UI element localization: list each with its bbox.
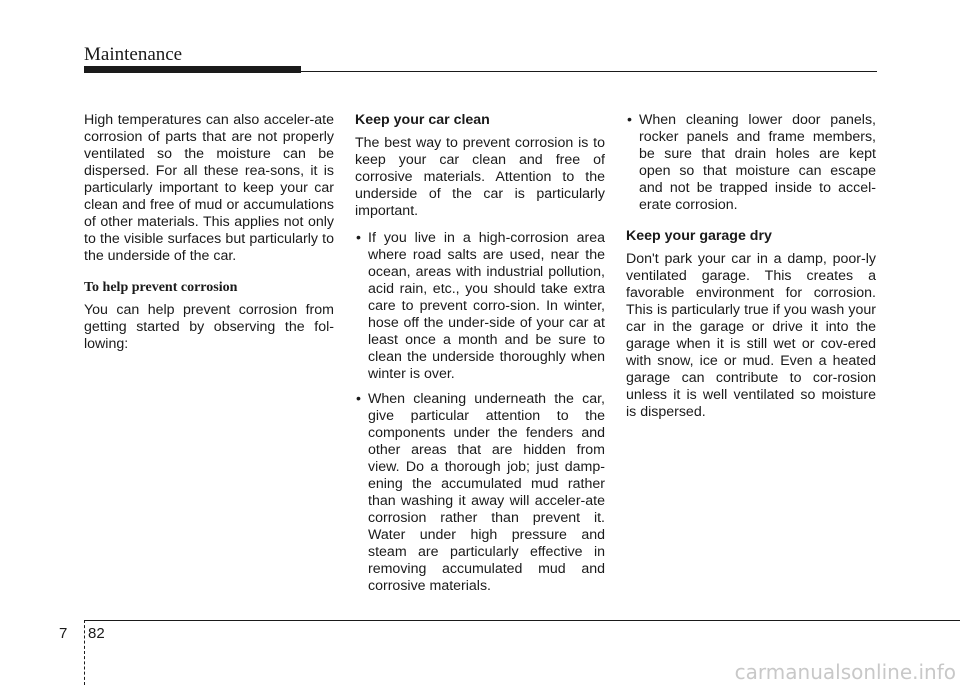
column-2 <box>355 112 605 607</box>
bullet-list <box>355 230 605 595</box>
paragraph: You can help prevent corrosion from getting started by observing the fol-lowing: <box>84 302 334 352</box>
column-3 <box>626 112 876 431</box>
list-item: • When cleaning underneath the car, give particular attention to the components under the fenders and other areas that are hidden from view. Do a thorough job; just damp-ening the accumulated mud rather than washing it away will acceler-ate corrosion rather than prevent it. Water under high pressure and steam are particularly effective in removing accumulated mud and corrosive materials. <box>355 391 605 595</box>
page-number: 82 <box>88 625 105 642</box>
section-title: Maintenance <box>84 44 183 65</box>
list-item: • When cleaning lower door panels, rocker panels and frame members, be sure that drain holes are kept open so that moisture can escape and not be trapped inside to accel-erate corrosion. <box>626 112 876 214</box>
chapter-number: 7 <box>59 625 68 642</box>
heading-keep-garage-dry: Keep your garage dry <box>626 228 772 244</box>
header-bar <box>84 66 301 73</box>
heading-keep-car-clean: Keep your car clean <box>355 112 490 128</box>
list-item: • If you live in a high-corrosion area where road salts are used, near the ocean, areas with industrial pollution, acid rain, etc., you should take extra care to prevent corro-sion. In winter, hose off the under-side of your car at least once a month and be sure to clean the underside thoroughly when winter is over. <box>355 230 605 383</box>
header-rule <box>301 71 877 72</box>
watermark: carmanualsonline.info <box>734 660 956 684</box>
paragraph: High temperatures can also acceler-ate corrosion of parts that are not properly ventilated so the moisture can be dispersed. For all these rea-sons, it is particularly important to keep your car clean and free of mud or accumulations of other materials. This applies not only to the visible surfaces but particularly to the underside of the car. <box>84 112 334 264</box>
subheading-prevent-corrosion: To help prevent corrosion <box>84 280 238 295</box>
paragraph: Don't park your car in a damp, poor-ly ventilated garage. This creates a favorable environment for corrosion. This is particularly true if you wash your car in the garage or drive it into the garage when it is still wet or cov-ered with snow, ice or mud. Even a heated garage can contribute to cor-rosion unless it is well ventilated so moisture is dispersed. <box>626 251 876 420</box>
column-1 <box>84 112 334 363</box>
paragraph: The best way to prevent corrosion is to keep your car clean and free of corrosive materials. Attention to the underside of the car is particularly important. <box>355 135 605 219</box>
bullet-list <box>626 112 876 214</box>
footer-rule <box>84 620 960 621</box>
footer-divider <box>84 620 85 685</box>
